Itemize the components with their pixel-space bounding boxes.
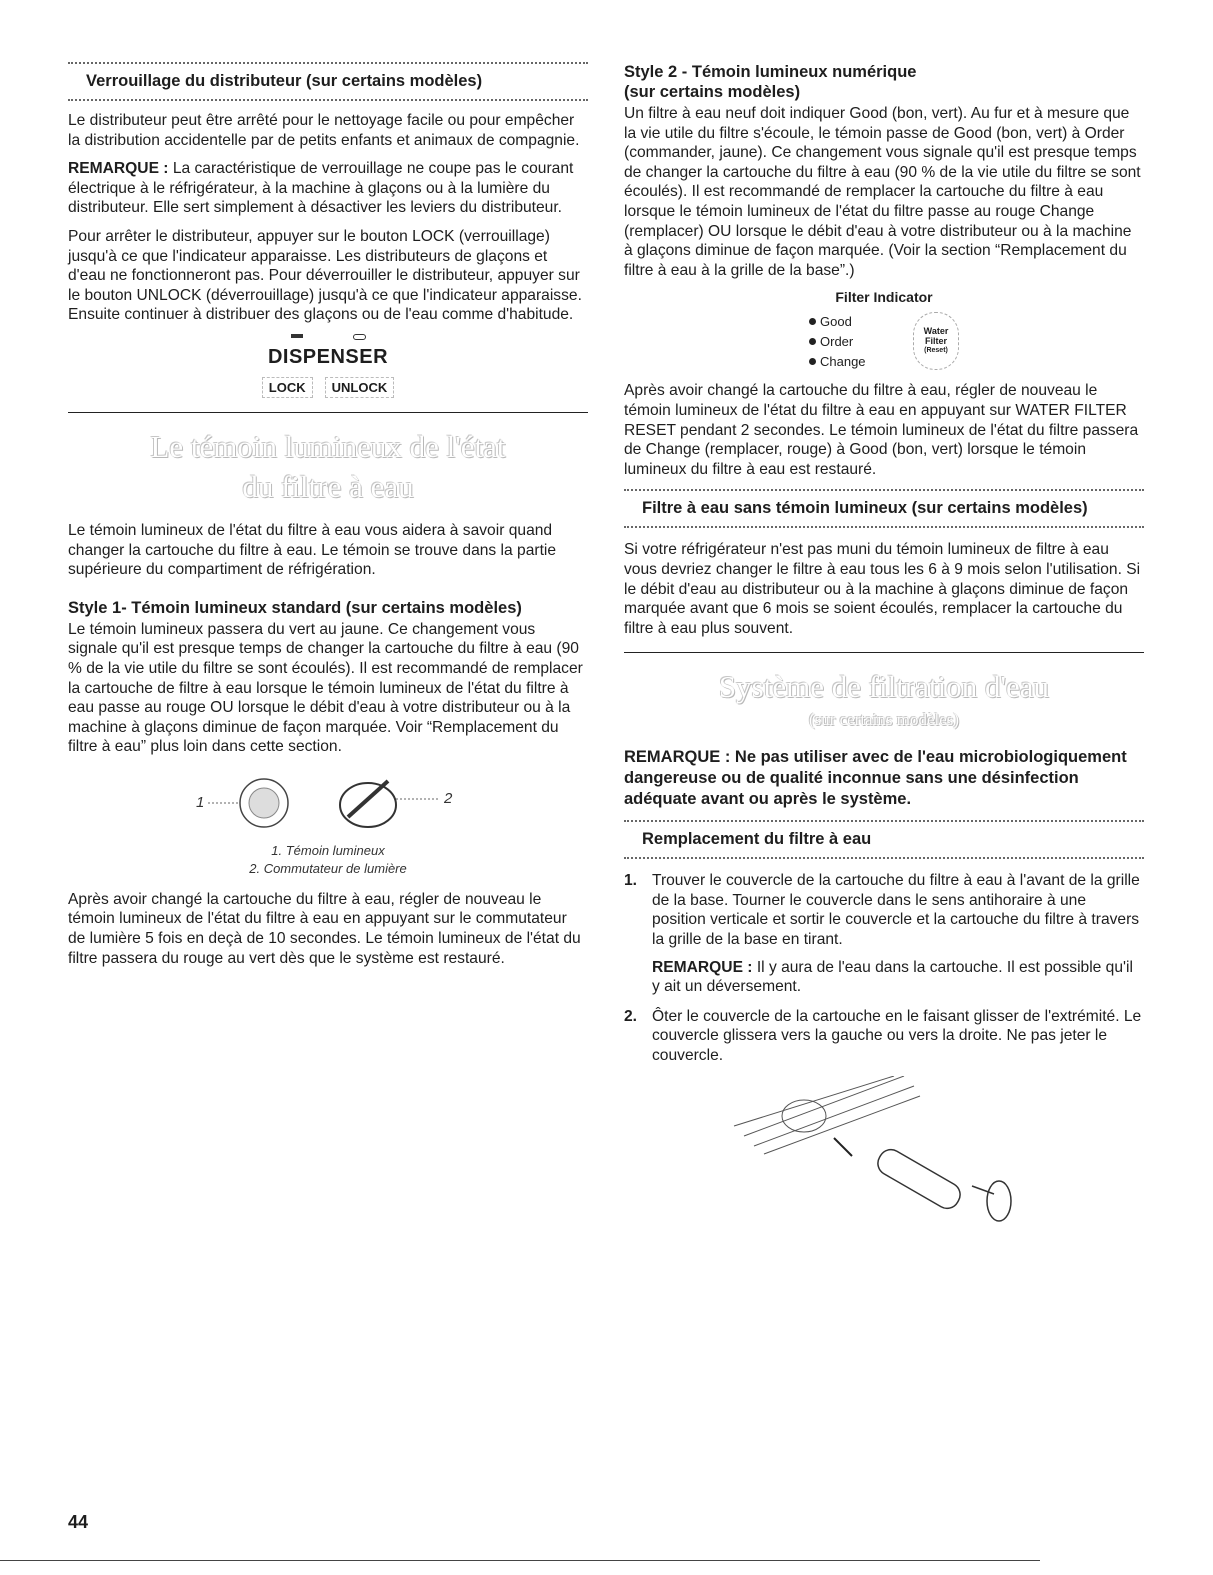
indicator-figure [68,767,588,878]
section-title-line2: du filtre à eau [242,468,414,504]
figure-callout-1: 1 [196,793,205,811]
style2-reset-text: Après avoir changé la cartouche du filtre à eau, régler de nouveau le témoin lumineux de l'état du filtre à eau en appuyant sur WATER FILTER RESET pendant 2 secondes. Le témoin lumineux de l'état du filtre passera de Change (remplacer, rouge) à Good (bon, vert) lorsque le témoin lumineux du filtre à eau est restauré. [624,382,1139,478]
fi-change: Change [820,353,866,369]
filter-indicator-panel [809,289,959,371]
fi-reset: (Reset) [924,347,948,355]
unlock-indicator-icon [353,334,366,340]
section-divider [624,652,1144,653]
step-number: 2. [624,1007,638,1025]
step2-text: Ôter le couvercle de la cartouche en le faisant glisser de l'extrémité. Le couvercle glissera vers la gauche ou vers la droite. Ne pas jeter le couvercle. [652,1007,1142,1065]
note-text: La caractéristique de verrouillage ne coupe pas le courant électrique à le réfrigérateur, à la machine à glaçons ou à la lumière du distributeur. Elle sert simplement à désactiver les leviers du distributeur. [68,160,574,217]
footer-rule [0,1560,1040,1561]
step-number: 1. [624,872,638,890]
lock-button[interactable]: LOCK [262,377,313,398]
fi-filter: Filter [924,336,947,347]
good-dot-icon [809,318,816,325]
section-divider [68,412,588,413]
fi-order: Order [820,333,854,349]
replace-heading-box [624,822,1144,857]
light-switch-icon [340,783,396,827]
lock-indicator-icon [291,334,303,338]
change-dot-icon [809,358,816,365]
filter-intro: Le témoin lumineux de l'état du filtre à eau vous aidera à savoir quand changer la cartouche du filtre à eau. Le témoin se trouve dans la partie supérieure du compartiment de réfrigération. [68,521,557,579]
lock-note [68,159,588,218]
style1-text: Le témoin lumineux passera du vert au jaune. Ce changement vous signale qu'il est presque temps de changer la cartouche du filtre à eau (90 % de la vie utile du filtre se sont écoulés). Il est recommandé de remplacer la cartouche de filtre à eau lorsque le témoin lumineux de l'état du filtre à eau passe au rouge OU lorsque le débit d'eau à votre distributeur ou à la machine à glaçons diminue de façon marquée. Voir “Remplacement du filtre à eau” plus loin dans cette section. [68,620,583,756]
caption-2: 2. Commutateur de lumière [249,860,407,876]
replace-heading: Remplacement du filtre à eau [642,830,872,849]
dispenser-label: DISPENSER [267,345,389,368]
style1-reset-text: Après avoir changé la cartouche du filtre à eau, régler de nouveau le témoin lumineux de l'état du filtre à eau en appuyant sur le commutateur de lumière 5 fois en deçà de 10 secondes. Le témoin lumineux de l'état du filtre passera du rouge au vert dès que le système est restauré. [68,890,581,967]
system-title-text: Système de filtration d'eau [718,669,1050,705]
step1-text: Trouver le couvercle de la cartouche du filtre à eau à l'avant de la grille de la base. Tourner le couvercle dans le sens antihoraire à une position verticale et sortir le couvercle et la cartouche du filtre à travers la grille de la base en tirant. [652,872,1140,949]
lock-intro: Le distributeur peut être arrêté pour le nettoyage facile ou pour empêcher la distribution accidentelle par de petits enfants et animaux de compagnie. [68,112,580,149]
lock-instructions: Pour arrêter le distributeur, appuyer sur le bouton LOCK (verrouillage) jusqu'à ce que l'indicateur apparaisse. Les distributeurs de glaçons et d'eau ne fonctionneront pas. Pour déverrouiller le distributeur, appuyer sur le bouton UNLOCK (déverrouillage) jusqu'à ce que l'indicateur apparaisse. Ensuite continuer à distribuer des glaçons ou de l'eau comme d'habitude. [68,227,582,324]
list-item [624,871,1144,997]
filter-indicator-title: Filter Indicator [835,289,933,306]
note-text: Il y aura de l'eau dans la cartouche. Il est possible qu'il y ait un déversement. [652,958,1133,996]
unlock-button[interactable]: UNLOCK [325,377,395,398]
style1-heading: Style 1- Témoin lumineux standard (sur certains modèles) [68,598,522,617]
style2-heading-line1: Style 2 - Témoin lumineux numérique [624,63,917,81]
right-column [624,62,1144,1231]
dispenser-panel [68,334,588,398]
dotted-rule [624,857,1144,859]
water-filter-reset-button[interactable] [913,312,959,370]
style2-heading-line2: (sur certains modèles) [624,83,801,101]
dotted-rule [624,526,1144,528]
note-label: REMARQUE : [652,958,753,976]
lock-heading-box [68,64,588,99]
filter-cartridge-illustration [724,1076,1144,1231]
lock-heading: Verrouillage du distributeur (sur certains modèles) [86,72,483,90]
dotted-rule [68,99,588,101]
system-subtitle: (sur certains modèles) [808,710,960,730]
step1-note [652,958,1144,997]
order-dot-icon [809,338,816,345]
style2-text: Un filtre à eau neuf doit indiquer Good (bon, vert). Au fur et à mesure que la vie utile du filtre s'écoule, le témoin passe de Good (bon, vert) à Order (commander, jaune). Ce changement vous signale qu'il est presque temps de changer la cartouche du filtre à eau (90 % de la vie utile du filtre se sont écoulés). Il est recommandé de remplacer la cartouche du filtre à eau lorsque le témoin lumineux de l'état du filtre passe au rouge Change (remplacer) OU lorsque le débit d'eau à votre distributeur ou à la machine à glaçons diminue de façon marquée. (Voir la section “Remplacement du filtre à eau à la grille de la base”.) [624,105,1141,279]
note-label: REMARQUE : [68,160,169,178]
nolight-heading: Filtre à eau sans témoin lumineux (sur certains modèles) [642,499,1088,518]
left-column [68,62,588,977]
fi-water: Water [923,326,949,337]
nolight-text: Si votre réfrigérateur n'est pas muni du témoin lumineux de filtre à eau vous devriez changer le filtre à eau tous les 6 à 9 mois selon l'utilisation. Si le débit d'eau au distributeur ou à la machine à glaçons diminue de façon marquée avant que 6 mois se soient écoulés, remplacer la cartouche du filtre à eau plus souvent. [624,541,1141,637]
cartridge-removal-icon [724,1076,1024,1226]
fi-good: Good [820,313,852,329]
section-title-line1: Le témoin lumineux de l'état [150,428,506,464]
replace-steps [624,871,1144,1065]
safety-warning: REMARQUE : Ne pas utiliser avec de l'eau microbiologiquement dangereuse ou de qualité inconnue sans une désinfection adéquate avant ou après le système. [624,748,1127,809]
list-item [624,1007,1144,1066]
section-title [68,427,588,507]
nolight-heading-box [624,491,1144,526]
figure-callout-2: 2 [444,789,453,807]
caption-1: 1. Témoin lumineux [271,842,385,858]
style2-heading [624,62,1144,102]
page-number: 44 [68,1512,89,1532]
indicator-light-illustration [178,767,478,837]
system-title [624,667,1144,733]
